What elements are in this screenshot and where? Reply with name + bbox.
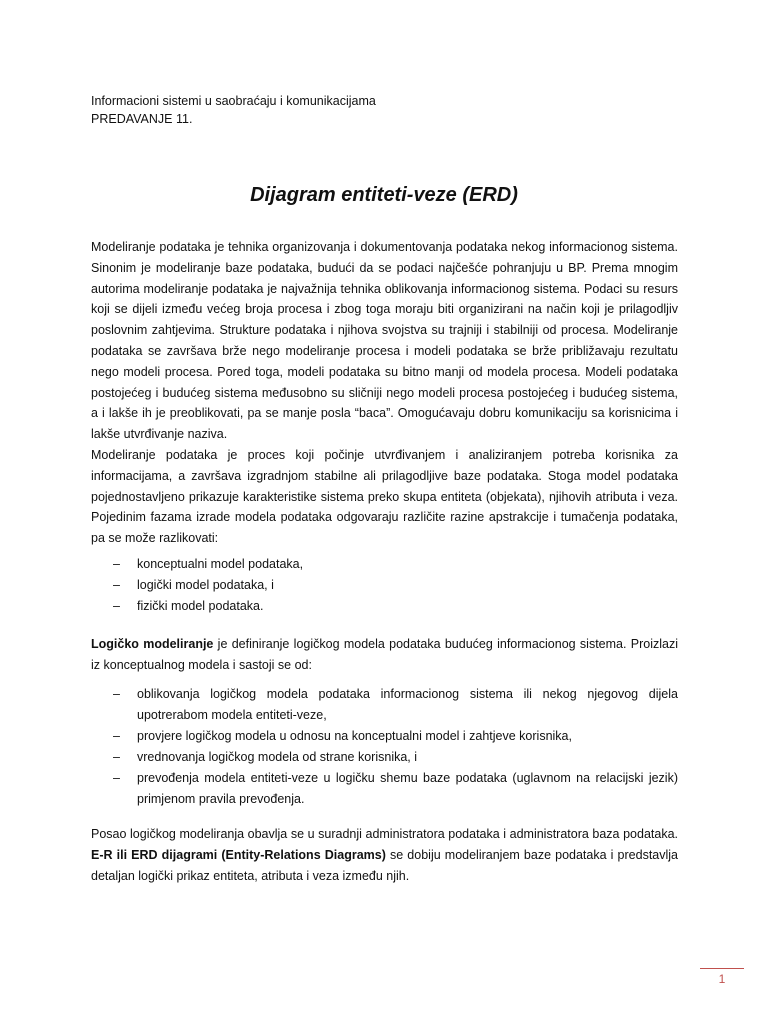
list-item (113, 684, 678, 726)
footer-rule (700, 968, 744, 969)
list-bullet: – (113, 687, 120, 701)
paragraph-intro (91, 237, 678, 445)
paragraph-text: Modeliranje podataka je tehnika organizovanja i dokumentovanja podataka nekog informacionog sistema. Sinonim je modeliranje baze podataka, budući da se podaci najčešće pohranjuju u BP. Prema mnogim autorima modeliranje podataka je najvažnija tehnika oblikovanja informacionog sistema. Podaci su resurs koji se dijeli između većeg broja procesa i zbog toga moraju biti organizirani na način koji je prilagodljiv poslovnim zahtjevima. Strukture podataka i njihova svojstva su trajniji i stabilniji od procesa. Modeliranje podataka se završava brže nego modeliranje procesa i modeli podataka se brže približavaju rezultatu nego modeli procesa. Pored toga, modeli podataka su bitno manji od modela procesa. Modeli podataka postojećeg i budućeg sistema međusobno su sličniji nego modeli procesa postojećeg i budućeg sistema, a i lakše ih je preoblikovati, pa se manje posla “baca”. Omogućavaju dobru komunikaciju sa korisnicima i lakše utvrđivanje naziva. (91, 240, 678, 442)
logical-steps-list (113, 684, 678, 810)
bold-term: Logičko modeliranje (91, 637, 214, 651)
list-item (113, 554, 303, 575)
list-bullet: – (113, 750, 120, 764)
list-item-text: provjere logičkog modela u odnosu na konceptualni model i zahtjeve korisnika, (137, 729, 572, 743)
page-title: Dijagram entiteti-veze (ERD) (250, 184, 518, 206)
list-item (113, 768, 678, 810)
list-item (113, 726, 678, 747)
document-header (91, 92, 376, 128)
paragraph-text: Modeliranje podataka je proces koji počinje utvrđivanjem i analiziranjem potreba korisnika za informacijama, a završava izgradnjom stabilne ali prilagodljive baze podataka. Stoga model podataka pojednostavljeno prikazuje karakteristike sistema preko skupa entiteta (objekata), njihovih atributa i veza. Pojedinim fazama izrade modela podataka odgovaraju različite razine apstrakcije i tumačenja podataka, pa se može razlikovati: (91, 448, 678, 546)
paragraph-process (91, 445, 678, 549)
list-item (113, 747, 678, 768)
model-types-list (113, 554, 303, 617)
list-item-text: logički model podataka, i (137, 578, 274, 592)
list-item-text: oblikovanja logičkog modela podataka informacionog sistema ili nekog njegovog dijela upotrerabom modela entiteti-veze, (137, 687, 678, 722)
list-bullet: – (113, 578, 120, 592)
list-item-text: prevođenja modela entiteti-veze u logičku shemu baze podataka (uglavnom na relacijski jezik) primjenom pravila prevođenja. (137, 771, 678, 806)
list-bullet: – (113, 599, 120, 613)
bold-term: E-R ili ERD dijagrami (Entity-Relations Diagrams) (91, 847, 386, 862)
paragraph-text (91, 634, 678, 676)
lecture-number: PREDAVANJE 11. (91, 112, 193, 126)
paragraph-text (91, 824, 678, 886)
course-title: Informacioni sistemi u saobraćaju i komunikacijama (91, 94, 376, 108)
list-item (113, 575, 303, 596)
list-bullet: – (113, 557, 120, 571)
page-number: 1 (718, 972, 726, 986)
paragraph-part: Posao logičkog modeliranja obavlja se u suradnji administratora podataka i administratora baza podataka. (91, 827, 678, 841)
list-bullet: – (113, 729, 120, 743)
list-item-text: vrednovanja logičkog modela od strane korisnika, i (137, 750, 418, 764)
list-bullet: – (113, 771, 120, 785)
list-item-text: fizički model podataka. (137, 599, 264, 613)
paragraph-part: se dobiju modeliranjem baze podataka i predstavlja detaljan logički prikaz entiteta, atributa i veza između njih. (91, 847, 679, 883)
paragraph-erd (91, 824, 678, 886)
list-item (113, 596, 303, 617)
list-item-text: konceptualni model podataka, (137, 557, 304, 571)
paragraph-rest: je definiranje logičkog modela podataka budućeg informacionog sistema. Proizlazi iz konceptualnog modela i sastoji se od: (91, 637, 678, 672)
paragraph-logical-modeling (91, 634, 678, 676)
